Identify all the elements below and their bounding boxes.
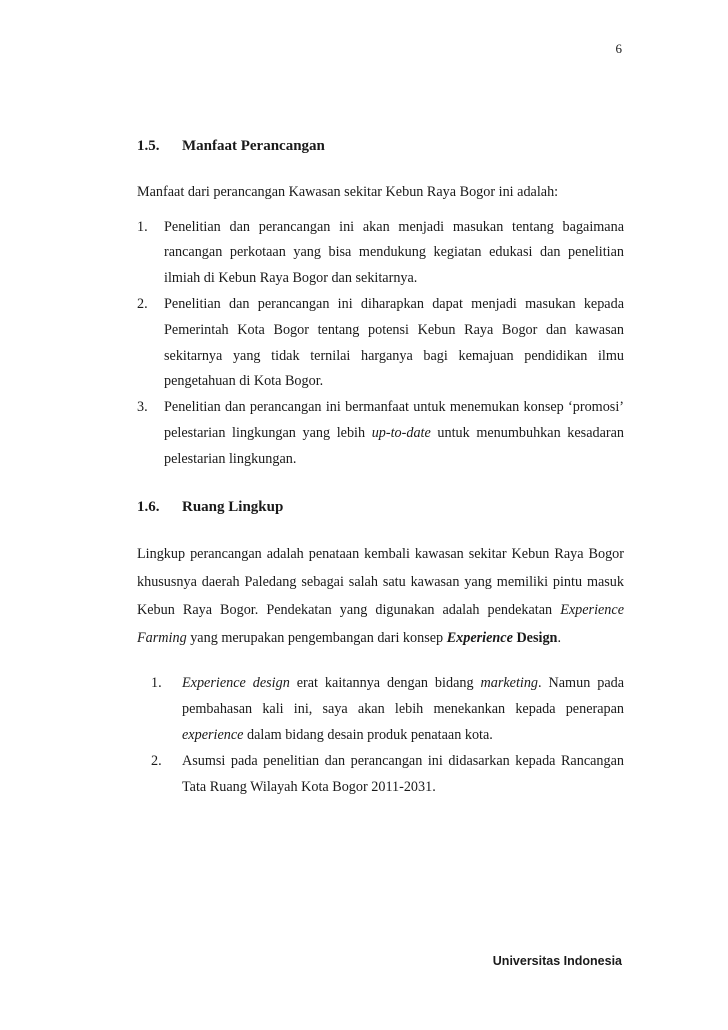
text-run: dalam bidang desain produk penataan kota. bbox=[243, 726, 493, 743]
list-marker: 2. bbox=[137, 295, 148, 312]
intro-paragraph: Manfaat dari perancangan Kawasan sekitar Kebun Raya Bogor ini adalah: bbox=[137, 183, 559, 200]
scope-list bbox=[151, 671, 624, 800]
list-item bbox=[151, 749, 624, 801]
text-run: Lingkup perancangan adalah penataan kembali kawasan sekitar Kebun Raya Bogor khususnya daerah Paledang sebagai salah satu kawasan yang memiliki pintu masuk Kebun Raya Bogor. Pendekatan yang digunakan adalah pendekatan bbox=[137, 546, 624, 619]
list-item bbox=[137, 215, 624, 292]
text-run: yang merupakan pengembangan dari konsep bbox=[186, 630, 447, 647]
page-number: 6 bbox=[615, 41, 622, 56]
text-run: untuk menumbuhkan kesadaran pelestarian lingkungan. bbox=[164, 424, 624, 467]
list-marker: 1. bbox=[151, 675, 162, 692]
footer-university: Universitas Indonesia bbox=[492, 954, 622, 968]
list-item bbox=[137, 292, 624, 395]
list-item-text: Asumsi pada penelitian dan perancangan ini didasarkan kepada Rancangan Tata Ruang Wilayah Kota Bogor 2011-2031. bbox=[182, 752, 624, 795]
list-item-text bbox=[164, 399, 624, 467]
list-item bbox=[137, 395, 624, 472]
list-item-text: Penelitian dan perancangan ini diharapkan dapat menjadi masukan kepada Pemerintah Kota Bogor tentang potensi Kebun Raya Bogor dan kawasan sekitarnya yang tidak ternilai harganya bagi kemajuan pendidikan ilmu pengetahuan di Kota Bogor. bbox=[164, 295, 624, 390]
list-marker: 1. bbox=[137, 218, 148, 235]
section-number: 1.6. bbox=[137, 498, 160, 515]
scope-paragraph bbox=[137, 540, 624, 652]
document-body bbox=[137, 134, 624, 800]
text-run: . Namun pada pembahasan kali ini, saya akan lebih menekankan kepada penerapan bbox=[182, 675, 625, 718]
text-run: erat kaitannya dengan bidang bbox=[289, 675, 481, 692]
italic-run: experience bbox=[182, 726, 244, 743]
italic-run: marketing bbox=[480, 675, 539, 692]
bold-italic-run: Experience bbox=[446, 630, 513, 647]
section-title: Ruang Lingkup bbox=[182, 498, 284, 515]
list-marker: 3. bbox=[137, 399, 148, 416]
list-marker: 2. bbox=[151, 752, 162, 769]
section-heading-1-5 bbox=[137, 134, 624, 160]
section-title: Manfaat Perancangan bbox=[182, 138, 325, 154]
italic-run: Experience Farming bbox=[137, 602, 624, 647]
text-run: . bbox=[557, 630, 561, 647]
list-item-text bbox=[182, 675, 624, 743]
bold-run: Design bbox=[516, 630, 558, 647]
section-heading-1-6 bbox=[137, 495, 624, 521]
italic-run: up-to-date bbox=[371, 424, 431, 441]
section-number: 1.5. bbox=[137, 138, 160, 154]
text-run: Penelitian dan perancangan ini bermanfaat untuk menemukan konsep ‘promosi’ pelestarian lingkungan yang lebih bbox=[164, 399, 624, 441]
list-item bbox=[151, 671, 624, 748]
italic-run: Experience design bbox=[182, 675, 290, 692]
list-item-text: Penelitian dan perancangan ini akan menjadi masukan tentang bagaimana rancangan perkotaan yang bisa mendukung kegiatan edukasi dan penelitian ilmiah di Kebun Raya Bogor dan sekitarnya. bbox=[164, 218, 624, 287]
benefit-list bbox=[137, 215, 624, 473]
